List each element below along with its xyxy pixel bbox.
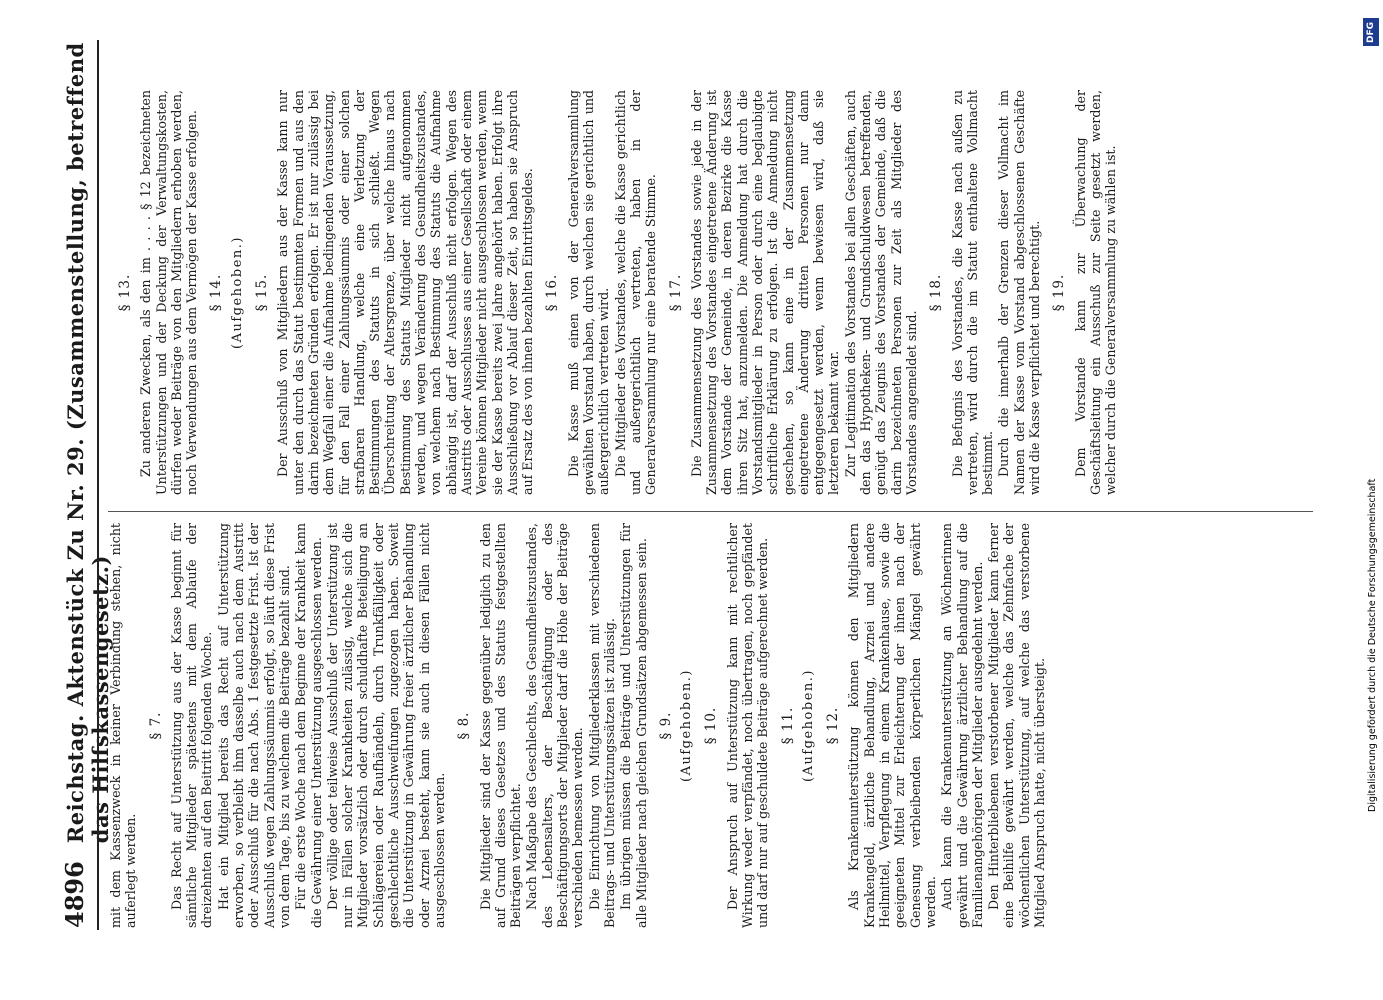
section-heading: § 7. — [147, 711, 164, 740]
dfg-logo: DFG — [1363, 18, 1379, 46]
paragraph: Die Mitglieder des Vorstandes, welche die Kasse gerichtlich und außergerichtlich vertreten, haben in der Generalversammlung nur eine beratende Stimme. — [612, 90, 659, 495]
repealed-note: (Aufgehoben.) — [800, 669, 816, 782]
paragraph: Der Ausschluß von Mitgliedern aus der Kasse kann nur unter den durch das Statut bestimmten Formen und aus den darin bezeichneten Gründen erfolgen. Er ist nur zulässig bei dem Wegfall einer die Aufnahme bedingenden Voraussetzung, für den Fall einer Zahlungssäumnis oder einer solchen strafbaren Handlung, welche eine Verletzung der Bestimmungen des Statuts in sich schließt. Wegen Überschreitung der Altersgrenze, über welche hinaus nach Bestimmung des Statuts Mitglieder nicht aufgenommen werden, und wegen Veränderung des Gesundheitszustandes, von welchem nach Bestimmung des Statuts die Aufnahme abhängig ist, darf der Ausschluß nicht erfolgen. Wegen des Austritts oder Ausschlusses aus einer Gesellschaft oder einem Vereine können Mitglieder nicht ausgeschlossen werden, wenn sie der Kasse bereits zwei Jahre angehört haben. Erfolgt ihre Ausschließung vor Ablauf dieser Zeit, so haben sie Anspruch auf Ersatz des von ihnen bezahlten Eintrittsgeldes. — [275, 90, 536, 495]
running-title: Reichstag. Aktenstück Zu Nr. 29. (Zusammenstellung, betreffend das Hilfskassengesetz.) — [63, 42, 113, 844]
paragraph: Die Kasse muß einen von der Generalversammlung gewählten Vorstand haben, durch welchen sie gerichtlich und außergerichtlich vertreten wird. — [565, 90, 612, 495]
right-column — [108, 90, 1323, 495]
paragraph: Im übrigen müssen die Beiträge und Unterstützungen für alle Mitglieder nach gleichen Grundsätzen abgemessen sein. — [618, 523, 649, 928]
paragraph: Als Krankenunterstützung können den Mitgliedern Krankengeld, ärztliche Behandlung, Arznei und andere Heilmittel, Verpflegung in einem Krankenhause, sowie die geeigneten Mittel zur Erleichterung der ihnen nach der Genesung verbleibenden körperlichen Mängel gewährt werden. — [846, 523, 938, 928]
paragraph: Hat ein Mitglied bereits das Recht auf Unterstützung erworben, so verbleibt ihm dasselbe auch nach dem Austritt oder Ausschluß für die nach Abs. 1 festgesetzte Frist. Ist der Ausschluß wegen Zahlungssäumnis erfolgt, so läuft diese Frist von dem Tage, bis zu welchem die Beiträge bezahlt sind. — [215, 523, 292, 928]
page-number: 4896 — [60, 861, 89, 928]
repealed-note: (Aufgehoben.) — [229, 236, 245, 349]
credit-text: Digitalisierung gefördert durch die Deutsche Forschungsgemeinschaft — [1367, 478, 1378, 812]
header-rule — [97, 40, 99, 930]
paragraph: Dem Vorstande kann zur Überwachung der Geschäftsleitung ein Ausschuß zur Seite gesetzt werden, welcher durch die Generalversammlung zu wählen ist. — [1072, 90, 1119, 495]
paragraph: Das Recht auf Unterstützung aus der Kasse beginnt für sämtliche Mitglieder spätestens mit dem Ablaufe der dreizehnten auf den Beitritt folgenden Woche. — [168, 523, 215, 928]
page-header — [60, 40, 113, 928]
column-divider — [108, 511, 1313, 512]
section-heading: § 8. — [456, 711, 473, 740]
section-heading: § 10. — [703, 706, 720, 745]
repealed-note: (Aufgehoben.) — [679, 669, 695, 782]
section-heading: § 9. — [657, 711, 674, 740]
section-heading: § 13. — [117, 273, 133, 312]
section-heading: § 12. — [825, 706, 842, 745]
paragraph: Zur Legitimation des Vorstandes bei allen Geschäften, auch den das Hypotheken- und Grundschuldwesen betreffenden, genügt das Zeugnis des Vorstandes der Gemeinde, daß die darin bezeichneten Personen zur Zeit als Mitglieder des Vorstandes angemeldet sind. — [842, 90, 919, 495]
paragraph: Der völlige oder teilweise Ausschluß der Unterstützung ist nur in Fällen solcher Krankheiten zulässig, welche sich die Mitglieder vorsätzlich oder durch schuldhafte Beteiligung an Schlägereien oder Raufhändeln, durch Trunkfälligkeit oder geschlechtliche Ausschweifungen zugezogen haben. Soweit die Unterstützung in Gewährung freier ärztlicher Behandlung oder Arznei besteht, kann sie auch in diesen Fällen nicht ausgeschlossen werden. — [324, 523, 447, 928]
paragraph: Auch kann die Krankenunterstützung an Wöchnerinnen gewährt und die Gewährung ärztlicher Behandlung auf die Familienangehörigen der Mitglieder ausgedehnt werden. — [939, 523, 985, 928]
paragraph: mit dem Kassenzweck in keiner Verbindung stehen, nicht auferlegt werden. — [108, 523, 139, 928]
section-heading: § 15. — [254, 273, 271, 312]
paragraph: Den Hinterbliebenen verstorbener Mitglieder kann ferner eine Beihilfe gewährt werden, welche das Zehnfache der wöchentlichen Unterstützung, auf welche das verstorbene Mitglied Anspruch hatte, nicht übersteigt. — [986, 523, 1048, 928]
paragraph: Durch die innerhalb der Grenzen dieser Vollmacht im Namen der Kasse vom Vorstand abgeschlossenen Geschäfte wird die Kasse verpflichtet und berechtigt. — [996, 90, 1043, 495]
paragraph: Der Anspruch auf Unterstützung kann mit rechtlicher Wirkung weder verpfändet, noch übertragen, noch gepfändet und darf nur auf geschuldete Beiträge aufgerechnet werden. — [724, 523, 771, 928]
paragraph: Die Mitglieder sind der Kasse gegenüber lediglich zu den auf Grund dieses Gesetzes und des Statuts festgestellten Beiträgen verpflichtet. — [477, 523, 524, 928]
paragraph: Die Einrichtung von Mitgliederklassen mit verschiedenen Beitrags- und Unterstützungssätzen ist zulässig. — [586, 523, 617, 928]
paragraph: Nach Maßgabe des Geschlechts, des Gesundheitszustandes, des Lebensalters, der Beschäftigung oder des Beschäftigungsorts der Mitglieder darf die Höhe der Beiträge verschieden bemessen werden. — [524, 523, 586, 928]
section-heading: § 19. — [1051, 273, 1068, 312]
paragraph: Zu anderen Zwecken, als den im . . . . § 12 bezeichneten Unterstützungen und der Deckung der Verwaltungskosten, dürfen weder Beiträge von den Mitgliedern erhoben werden, noch Verwendungen aus dem Vermögen der Kasse erfolgen. — [138, 90, 200, 495]
section-heading: § 17. — [667, 273, 684, 312]
section-heading: § 16. — [544, 273, 561, 312]
section-heading: § 11. — [779, 706, 796, 745]
paragraph: Für die erste Woche nach dem Beginne der Krankheit kann die Gewährung einer Unterstützung ausgeschlossen werden. — [293, 523, 324, 928]
section-heading: § 14. — [208, 273, 225, 312]
section-heading: § 18. — [928, 273, 945, 312]
left-column — [108, 523, 1323, 928]
digitization-credit — [1361, 10, 1381, 990]
paragraph: Die Zusammensetzung des Vorstandes sowie jede in der Zusammensetzung des Vorstandes eingetretene Änderung ist dem Vorstande der Gemeinde, in deren Bezirke die Kasse ihren Sitz hat, anzumelden. Die Anmeldung hat durch die Vorstandsmitglieder in Person oder durch eine beglaubigte schriftliche Erklärung zu erfolgen. Ist die Anmeldung nicht geschehen, so kann eine in der Zusammensetzung eingetretene Änderung dritten Personen nur dann entgegengesetzt werden, wenn bewiesen wird, daß sie letzteren bekannt war. — [688, 90, 842, 495]
paragraph: Die Befugnis des Vorstandes, die Kasse nach außen zu vertreten, wird durch die im Statut enthaltene Vollmacht bestimmt. — [949, 90, 996, 495]
